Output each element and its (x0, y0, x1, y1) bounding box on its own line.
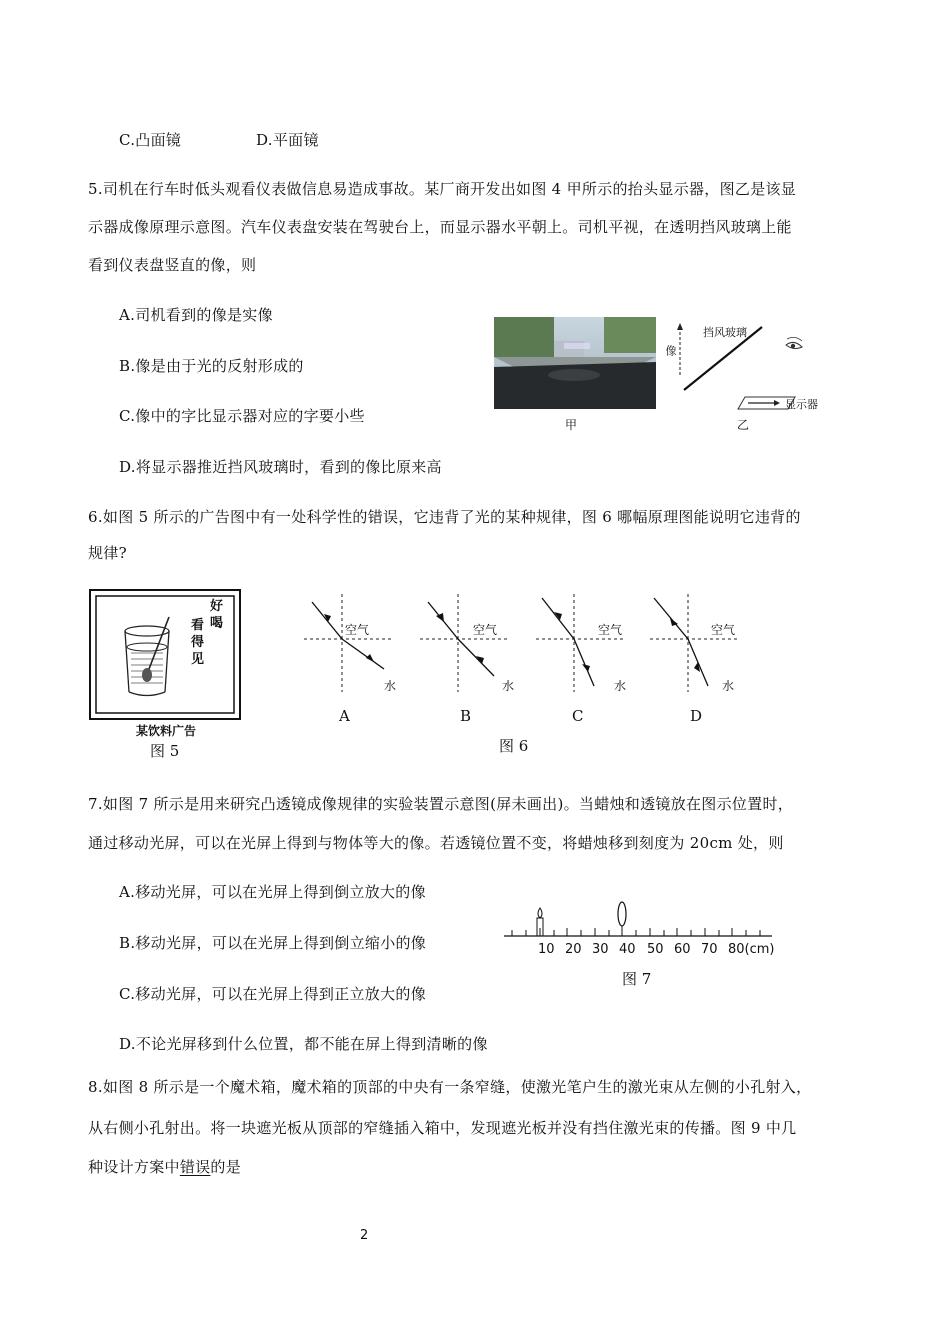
image-label: 像 (664, 345, 677, 356)
panel-d-water-label: 水 (722, 679, 735, 693)
panel-d-label: D (690, 707, 703, 725)
q6-stem-line1: 6.如图 5 所示的广告图中有一处科学性的错误，它违背了光的某种规律，图 6 哪幅原理图能说明它违背的 (88, 508, 801, 526)
q5-stem-line1: 5.司机在行车时低头观看仪表做信息易造成事故。某厂商开发出如图 4 甲所示的抬头显示器，图乙是该显 (88, 180, 797, 198)
panel-a-diagram (304, 594, 397, 693)
hud-photo (494, 317, 656, 409)
panel-d-air-label: 空气 (711, 623, 736, 637)
tick-50: 50 (647, 942, 664, 957)
panel-c-diagram (536, 594, 626, 692)
q8-stem-line1: 8.如图 8 所示是一个魔术箱，魔术箱的顶部的中央有一条窄缝，使激光笔户生的激光束从左侧的小孔射入， (88, 1078, 812, 1096)
advert-slogan (210, 598, 226, 632)
panel-b-diagram (420, 594, 510, 692)
q8-stem3-pre: 种设计方案中 (88, 1158, 180, 1176)
tick-80: 80(cm) (728, 942, 775, 957)
windshield-label: 挡风玻璃 (703, 326, 747, 339)
q5-option-d: D.将显示器推近挡风玻璃时，看到的像比原来高 (119, 458, 442, 476)
panel-b-air-label: 空气 (473, 623, 498, 637)
q7-stem-line1: 7.如图 7 所示是用来研究凸透镜成像规律的实验装置示意图(屏未画出)。当蜡烛和透镜放在图示位置时， (88, 795, 794, 813)
fig6-label: 图 6 (499, 737, 529, 755)
slogan-char: 喝 (210, 616, 224, 631)
tick-70: 70 (701, 942, 718, 957)
tick-30: 30 (592, 942, 609, 957)
slogan-char: 好 (210, 599, 224, 614)
q5-option-a: A.司机看到的像是实像 (119, 306, 273, 324)
q8-stem3-post: 的是 (210, 1158, 242, 1176)
panel-a-label: A (339, 707, 350, 725)
q8-stem-line2: 从右侧小孔射出。将一块遮光板从顶部的窄缝插入箱中，发现遮光板并没有挡住激光束的传播。图 9 中几 (88, 1119, 797, 1137)
q5-stem-line3: 看到仪表盘竖直的像，则 (88, 256, 257, 274)
q5-stem-line2: 示器成像原理示意图。汽车仪表盘安装在驾驶台上，而显示器水平朝上。司机平视，在透明挡风玻璃上能 (88, 218, 792, 236)
fig4-jia-label: 甲 (565, 418, 578, 432)
advert-slogan-2 (191, 617, 207, 668)
q5-option-c: C.像中的字比显示器对应的字要小些 (119, 407, 365, 425)
page-number: 2 (360, 1228, 369, 1243)
q6-stem-line2: 规律? (88, 544, 127, 562)
slogan-char: 得 (191, 635, 205, 650)
fig7-label: 图 7 (622, 970, 652, 988)
panel-a-water-label: 水 (384, 679, 397, 693)
panel-b-water-label: 水 (502, 679, 515, 693)
slogan-char: 见 (191, 652, 205, 667)
q8-stem-line3 (88, 1156, 241, 1177)
tick-60: 60 (674, 942, 691, 957)
panel-a-air-label: 空气 (345, 623, 370, 637)
q7-option-a: A.移动光屏，可以在光屏上得到倒立放大的像 (119, 883, 426, 901)
q7-option-b: B.移动光屏，可以在光屏上得到倒立缩小的像 (119, 934, 427, 952)
panel-c-label: C (572, 707, 584, 725)
tick-10: 10 (538, 942, 555, 957)
fig6-diagrams (298, 584, 758, 704)
q8-stem3-underlined: 错误 (179, 1158, 211, 1176)
panel-c-air-label: 空气 (598, 623, 623, 637)
panel-b-label: B (460, 707, 472, 725)
tick-40: 40 (619, 942, 636, 957)
fig4-yi-label: 乙 (737, 418, 750, 432)
panel-c-water-label: 水 (614, 679, 627, 693)
q7-stem-line2: 通过移动光屏，可以在光屏上得到与物体等大的像。若透镜位置不变，将蜡烛移到刻度为 20cm 处，则 (88, 834, 784, 852)
q7-option-c: C.移动光屏，可以在光屏上得到正立放大的像 (119, 985, 427, 1003)
fig5-caption: 某饮料广告 (136, 724, 197, 738)
slogan-char: 看 (191, 618, 205, 633)
fig5-label: 图 5 (150, 742, 180, 760)
q4-option-d: D.平面镜 (256, 131, 319, 149)
tick-20: 20 (565, 942, 582, 957)
q4-option-c: C.凸面镜 (119, 131, 182, 149)
display-label: 显示器 (785, 398, 818, 411)
q7-option-d: D.不论光屏移到什么位置，都不能在屏上得到清晰的像 (119, 1035, 488, 1053)
q5-option-b: B.像是由于光的反射形成的 (119, 357, 304, 375)
